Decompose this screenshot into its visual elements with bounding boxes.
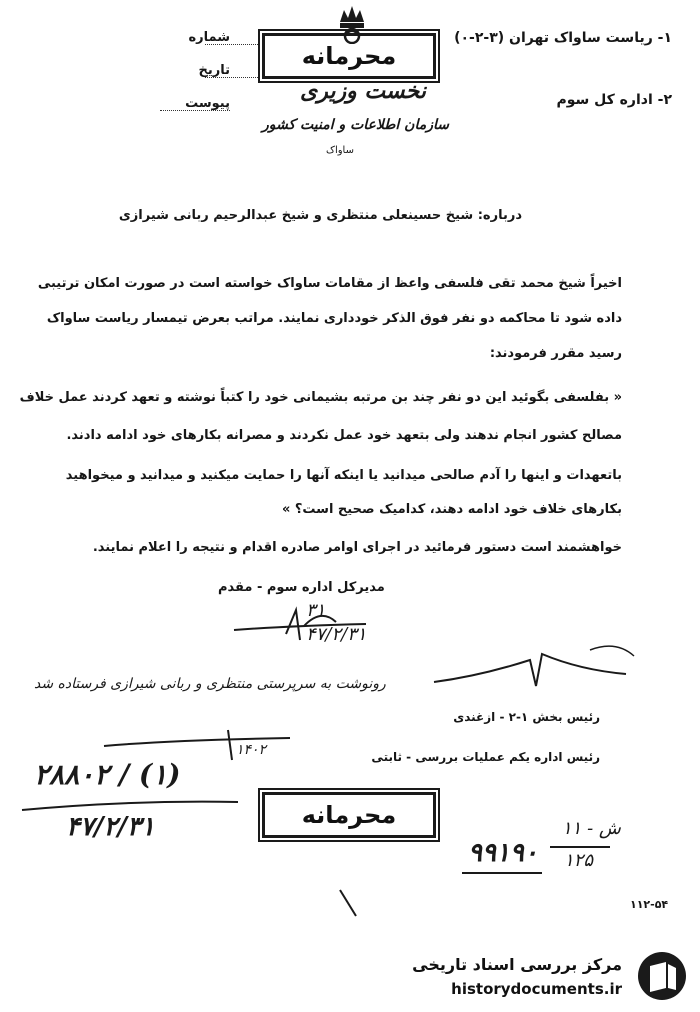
signature-date: ۴۷/۲/۳۱ <box>306 624 367 645</box>
letterhead-line-1: نخست وزیری <box>300 78 426 104</box>
signature-initials: ۳۱ <box>306 600 326 621</box>
page-code: ۱۱۲-۵۴ <box>630 898 669 911</box>
body-line-1: اخیراً شیخ محمد تقی فلسفی واعظ از مقامات ساواک خواسته است در صورت امکان ترتیبی <box>37 276 622 291</box>
footer-brand-fa[interactable]: مرکز بررسی اسناد تاریخی <box>412 955 622 974</box>
body-line-4: « بفلسفی بگوئید این دو نفر چند بن مرتبه بشیمانی خود را کتباً نوشته و تعهد کردند عمل خلاف <box>19 390 622 405</box>
handwritten-note: رونوشت به سرپرستی منتظری و ربانی شیرازی فرستاده شد <box>34 676 386 692</box>
footer-bar <box>0 940 700 1012</box>
field-attachment-label: پیوست <box>185 96 230 111</box>
letterhead-line-3: ساواک <box>326 145 354 156</box>
body-line-3: رسید مقرر فرمودند: <box>489 346 622 361</box>
subject-line: درباره: شیخ حسینعلی منتظری و شیخ عبدالرحیم ربانی شیرازی <box>118 208 522 223</box>
body-line-2: داده شود تا محاکمه دو نفر فوق الذکر خودداری نمایند. مراتب بعرض تیمسار ریاست ساواک <box>46 311 622 326</box>
archive-code-underline <box>462 872 542 874</box>
body-line-7: بکارهای خلاف خود ادامه دهند، کدامیک صحیح است؟ » <box>281 502 622 517</box>
handwritten-reference: ۲۸۸۰۲ / (۱) <box>34 758 181 791</box>
field-date-label: تاریخ <box>198 63 230 78</box>
field-number-label: شماره <box>188 30 230 45</box>
letterhead-line-2: سازمان اطلاعات و امنیت کشور <box>262 117 449 133</box>
field-date-line <box>205 77 260 78</box>
field-attachment-line <box>160 110 230 111</box>
right-signature-icon <box>430 640 640 690</box>
handwritten-date: ۴۷/۲/۳۱ <box>66 812 155 842</box>
footer-brand-en[interactable]: historydocuments.ir <box>451 980 622 998</box>
body-line-5: مصالح کشور انجام ندهند ولی بتعهد خود عمل نکردند و مصرانه بکارهای خود ادامه دادند. <box>66 428 622 443</box>
body-line-6: باتعهدات و اینها را آدم صالحی میدانید یا اینکه آنها را حمایت میکنید و میدانید و میخواهید <box>65 468 622 483</box>
archive-code-number: ۹۹۱۹۰ <box>468 838 538 868</box>
official-line-1: رئیس بخش ۱-۲ - ازغندی <box>453 710 600 724</box>
confidential-stamp-bottom: محرمانه <box>262 792 436 838</box>
signature-scribble-icon <box>226 600 376 648</box>
body-line-8: خواهشمند است دستور فرمائید در اجرای اوامر صادره اقدام و نتیجه را اعلام نمایند. <box>92 540 622 555</box>
recipient-line-1: ۱- ریاست ساواک تهران (۳-۲-۰) <box>454 30 672 46</box>
stray-mark-icon <box>336 888 360 918</box>
handwritten-small-code: ۱۴۰۲ <box>236 742 267 758</box>
archive-code-bottom: ۱۲۵ <box>564 850 594 871</box>
history-documents-logo-icon <box>636 950 688 1002</box>
field-number-line <box>205 44 260 45</box>
signature-title: مدیرکل اداره سوم - مقدم <box>218 580 385 595</box>
official-line-2: رئیس اداره یکم عملیات بررسی - ثابتی <box>371 750 600 764</box>
crown-emblem-icon <box>335 4 369 44</box>
recipient-line-2: ۲- اداره کل سوم <box>556 92 672 108</box>
archive-code-top: ش - ۱۱ <box>562 818 621 839</box>
archive-code-divider <box>550 846 610 848</box>
confidential-stamp-top: محرمانه <box>262 33 436 79</box>
